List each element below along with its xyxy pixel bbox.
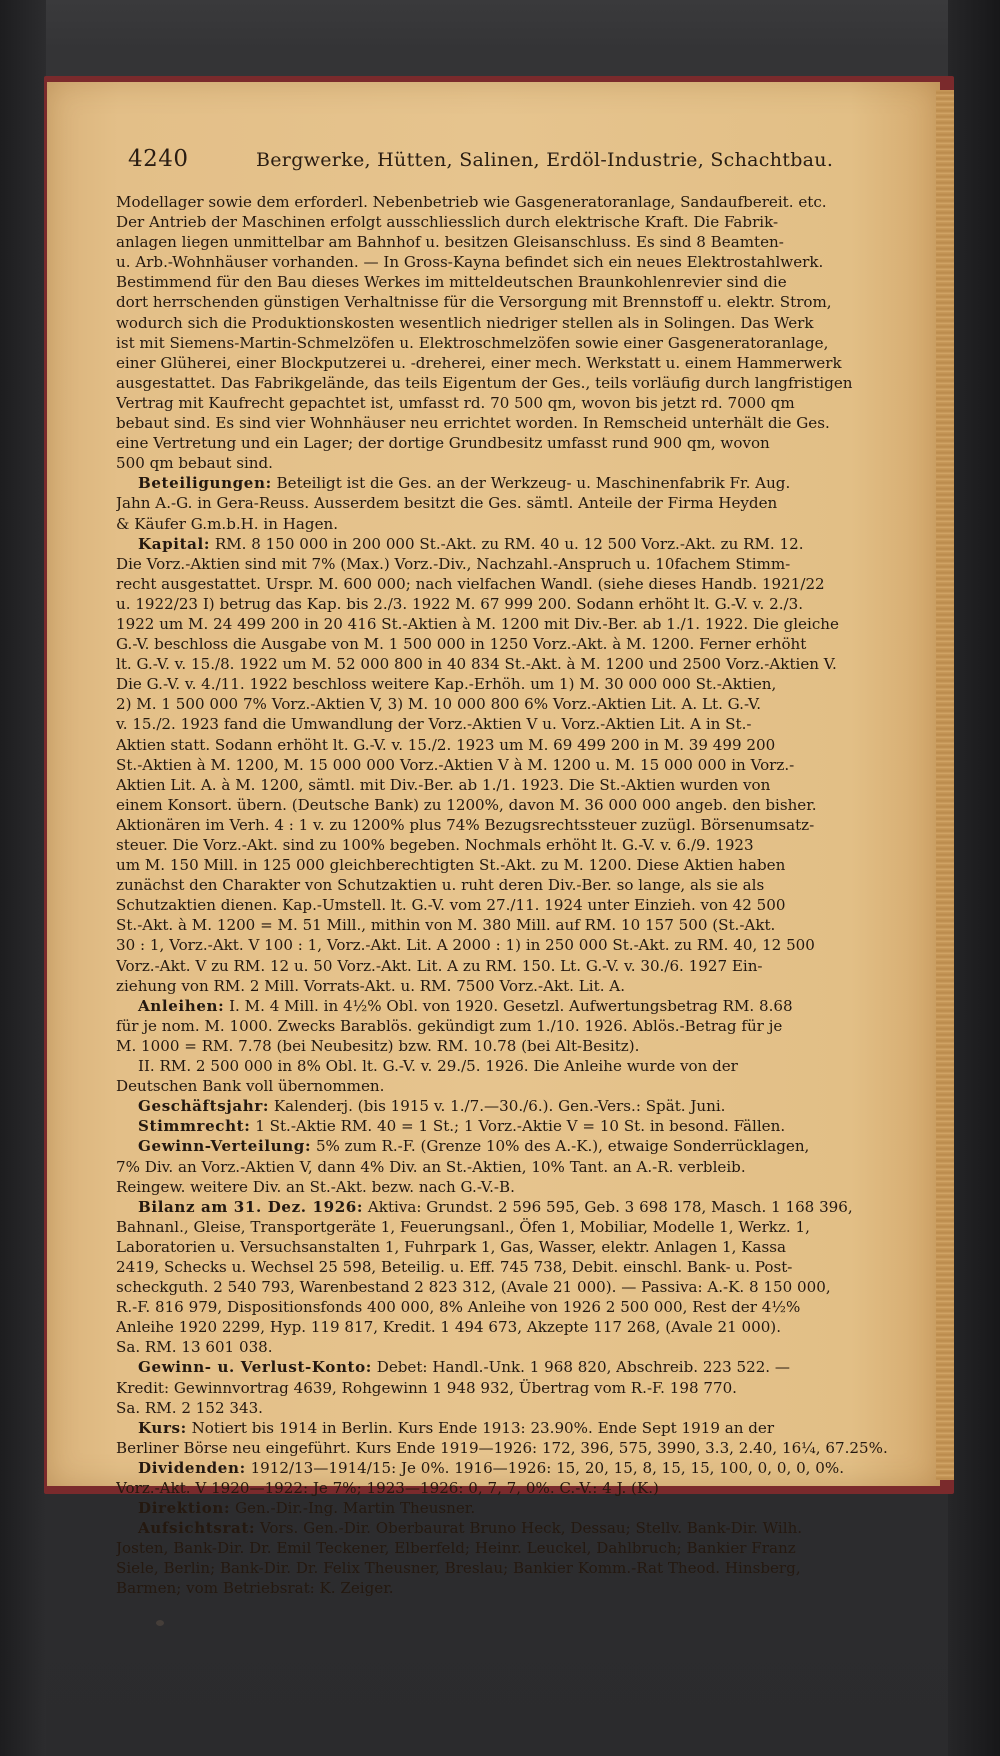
section-label: Aufsichtsrat: [138, 1519, 256, 1538]
text-line: anlagen liegen unmittelbar am Bahnhof u. besitzen Gleisanschluss. Es sind 8 Beamten- [116, 233, 784, 252]
text-line: Bestimmend für den Bau dieses Werkes im mitteldeutschen Braunkohlenrevier sind die [116, 273, 787, 292]
text-line: ziehung von RM. 2 Mill. Vorrats-Akt. u. RM. 7500 Vorz.-Akt. Lit. A. [116, 976, 625, 995]
text-line: & Käufer G.m.b.H. in Hagen. [116, 514, 339, 533]
text-line: G.-V. beschloss die Ausgabe von M. 1 500 000 in 1250 Vorz.-Akt. à M. 1200. Ferner erhöht [116, 635, 807, 654]
text-line: Kurs: Notiert bis 1914 in Berlin. Kurs Ende 1913: 23.90%. Ende Sept 1919 an der [138, 1418, 775, 1437]
text-line: Stimmrecht: 1 St.-Aktie RM. 40 = 1 St.; 1 Vorz.-Aktie V = 10 St. in besond. Fällen. [138, 1117, 786, 1136]
section-label: Stimmrecht: [138, 1117, 251, 1136]
text-line: Deutschen Bank voll übernommen. [116, 1077, 385, 1096]
text-line: Vertrag mit Kaufrecht gepachtet ist, umfasst rd. 70 500 qm, wovon bis jetzt rd. 7000 qm [116, 393, 795, 412]
text-line: Gewinn- u. Verlust-Konto: Debet: Handl.-Unk. 1 968 820, Abschreib. 223 522. — [138, 1358, 791, 1377]
text-line: Vorz.-Akt. V 1920—1922: Je 7%; 1923—1926: 0, 7, 7, 0%. C.-V.: 4 J. (K.) [116, 1479, 659, 1497]
text-line: einer Glüherei, einer Blockputzerei u. -dreherei, einer mech. Werkstatt u. einem Hammerwerk [116, 353, 842, 372]
text-line: Jahn A.-G. in Gera-Reuss. Ausserdem besitzt die Ges. sämtl. Anteile der Firma Heyden [116, 494, 778, 513]
text-line: Modellager sowie dem erforderl. Nebenbetrieb wie Gasgeneratoranlage, Sandaufbereit. etc. [116, 193, 827, 211]
text-line: Die G.-V. v. 4./11. 1922 beschloss weitere Kap.-Erhöh. um 1) M. 30 000 000 St.-Aktien, [116, 675, 777, 694]
text-line: St.-Aktien à M. 1200, M. 15 000 000 Vorz.-Aktien V à M. 1200 u. M. 15 000 000 in Vorz.- [116, 755, 795, 774]
text-line: ausgestattet. Das Fabrikgelände, das teils Eigentum der Ges., teils vorläufig durch langfristigen [116, 373, 853, 392]
text-line: Beteiligungen: Beteiligt ist die Ges. an der Werkzeug- u. Maschinenfabrik Fr. Aug. [138, 474, 791, 493]
text-line: Anleihen: I. M. 4 Mill. in 4½% Obl. von 1920. Gesetzl. Aufwertungsbetrag RM. 8.68 [138, 996, 793, 1015]
text-line: M. 1000 = RM. 7.78 (bei Neubesitz) bzw. RM. 10.78 (bei Alt-Besitz). [116, 1036, 640, 1055]
text-line: Schutzaktien dienen. Kap.-Umstell. lt. G.-V. vom 27./11. 1924 unter Einzieh. von 42 500 [116, 896, 786, 915]
text-line: Kapital: RM. 8 150 000 in 200 000 St.-Akt. zu RM. 40 u. 12 500 Vorz.-Akt. zu RM. 12. [138, 534, 804, 553]
text-line: lt. G.-V. v. 15./8. 1922 um M. 52 000 800 in 40 834 St.-Akt. à M. 1200 und 2500 Vorz.-Aktien V. [116, 655, 837, 674]
text-line: Sa. RM. 2 152 343. [116, 1398, 263, 1417]
text-line: für je nom. M. 1000. Zwecks Barablös. gekündigt zum 1./10. 1926. Ablös.-Betrag für je [116, 1016, 783, 1035]
section-label: Anleihen: [138, 996, 225, 1015]
text-line: Vorz.-Akt. V zu RM. 12 u. 50 Vorz.-Akt. Lit. A zu RM. 150. Lt. G.-V. v. 30./6. 1927 Ein- [116, 956, 763, 975]
text-line: Berliner Börse neu eingeführt. Kurs Ende 1919—1926: 172, 396, 575, 3990, 3.3, 2.40, 16¼, 67.25%. [116, 1438, 888, 1457]
text-line: um M. 150 Mill. in 125 000 gleichberechtigten St.-Akt. zu M. 1200. Diese Aktien haben [116, 856, 786, 875]
page-header [128, 146, 848, 176]
text-line: Josten, Bank-Dir. Dr. Emil Teckener, Elberfeld; Heinr. Leuckel, Dahlbruch; Bankier Franz [116, 1539, 796, 1558]
text-line: Aktien statt. Sodann erhöht lt. G.-V. v. 15./2. 1923 um M. 69 499 200 in M. 39 499 200 [116, 735, 776, 754]
text-line: Gewinn-Verteilung: 5% zum R.-F. (Grenze 10% des A.-K.), etwaige Sonderrücklagen, [138, 1137, 810, 1156]
text-line: Sa. RM. 13 601 038. [116, 1338, 273, 1357]
section-label: Beteiligungen: [138, 474, 272, 493]
text-line: u. 1922/23 I) betrug das Kap. bis 2./3. 1922 M. 67 999 200. Sodann erhöht lt. G.-V. v. 2./3. [116, 594, 804, 613]
text-line: Anleihe 1920 2299, Hyp. 119 817, Kredit. 1 494 673, Akzepte 117 268, (Avale 21 000). [116, 1318, 781, 1337]
text-line: St.-Akt. à M. 1200 = M. 51 Mill., mithin von M. 380 Mill. auf RM. 10 157 500 (St.-Akt. [116, 916, 776, 935]
text-line: 7% Div. an Vorz.-Aktien V, dann 4% Div. an St.-Aktien, 10% Tant. an A.-R. verbleib. [116, 1157, 746, 1176]
section-label: Kapital: [138, 534, 211, 553]
text-line: eine Vertretung und ein Lager; der dortige Grundbesitz umfasst rund 900 qm, wovon [116, 434, 770, 453]
text-line: Der Antrieb der Maschinen erfolgt ausschliesslich durch elektrische Kraft. Die Fabrik- [116, 213, 779, 232]
section-label: Bilanz am 31. Dez. 1926: [138, 1197, 364, 1216]
text-line: Direktion: Gen.-Dir.-Ing. Martin Theusner. [138, 1499, 476, 1518]
text-line: u. Arb.-Wohnhäuser vorhanden. — In Gross-Kayna befindet sich ein neues Elektrostahlwerk. [116, 253, 824, 272]
text-line: ist mit Siemens-Martin-Schmelzöfen u. Elektroschmelzöfen sowie einer Gasgeneratoranlage, [116, 333, 829, 352]
page-stack-edge [936, 90, 954, 1480]
text-line: wodurch sich die Produktionskosten wesentlich niedriger stellen als in Solingen. Das Werk [116, 313, 814, 332]
book-cover-left [0, 0, 46, 1756]
text-line: recht ausgestattet. Urspr. M. 600 000; nach vielfachen Wandl. (siehe dieses Handb. 1921/22 [116, 574, 825, 593]
text-line: v. 15./2. 1923 fand die Umwandlung der Vorz.-Aktien V u. Vorz.-Aktien Lit. A in St.- [116, 715, 752, 734]
section-label: Direktion: [138, 1499, 231, 1518]
page-body-text [116, 192, 936, 1599]
text-line: Reingew. weitere Div. an St.-Akt. bezw. nach G.-V.-B. [116, 1177, 515, 1196]
text-line: Geschäftsjahr: Kalenderj. (bis 1915 v. 1./7.—30./6.). Gen.-Vers.: Spät. Juni. [138, 1097, 726, 1116]
ink-smudge [156, 1620, 164, 1626]
text-line: Die Vorz.-Aktien sind mit 7% (Max.) Vorz.-Div., Nachzahl.-Anspruch u. 10fachem Stimm- [116, 554, 791, 573]
text-line: Aktionären im Verh. 4 : 1 v. zu 1200% plus 74% Bezugsrechtssteuer zuzügl. Börsenumsatz- [116, 815, 815, 834]
text-line: Barmen; vom Betriebsrat: K. Zeiger. [116, 1579, 394, 1598]
text-line: R.-F. 816 979, Dispositionsfonds 400 000, 8% Anleihe von 1926 2 500 000, Rest der 4½% [116, 1298, 801, 1317]
section-label: Dividenden: [138, 1458, 246, 1477]
text-line: 500 qm bebaut sind. [116, 454, 273, 473]
text-line: Siele, Berlin; Bank-Dir. Dr. Felix Theusner, Breslau; Bankier Komm.-Rat Theod. Hinsberg, [116, 1559, 801, 1578]
text-line: zunächst den Charakter von Schutzaktien u. ruht deren Div.-Ber. so lange, als sie als [116, 876, 765, 895]
section-label: Geschäftsjahr: [138, 1097, 270, 1116]
page-number: 4240 [128, 146, 189, 172]
text-line: bebaut sind. Es sind vier Wohnhäuser neu errichtet worden. In Remscheid unterhält die Ges. [116, 414, 830, 433]
text-line: 30 : 1, Vorz.-Akt. V 100 : 1, Vorz.-Akt. Lit. A 2000 : 1) in 250 000 St.-Akt. zu RM. 40, 12 500 [116, 936, 815, 955]
text-line: Dividenden: 1912/13—1914/15: Je 0%. 1916—1926: 15, 20, 15, 8, 15, 15, 100, 0, 0, 0, 0%. [138, 1458, 845, 1477]
book-cover-right [948, 0, 1000, 1756]
text-line: scheckguth. 2 540 793, Warenbestand 2 823 312, (Avale 21 000). — Passiva: A.-K. 8 150 000, [116, 1278, 831, 1297]
section-label: Kurs: [138, 1418, 187, 1437]
text-line: steuer. Die Vorz.-Akt. sind zu 100% begeben. Nochmals erhöht lt. G.-V. v. 6./9. 1923 [116, 836, 754, 854]
text-line: II. RM. 2 500 000 in 8% Obl. lt. G.-V. v. 29./5. 1926. Die Anleihe wurde von der [138, 1057, 738, 1076]
text-line: dort herrschenden günstigen Verhaltnisse für die Versorgung mit Brennstoff u. elektr. Strom, [116, 293, 832, 312]
section-label: Gewinn- u. Verlust-Konto: [138, 1358, 372, 1377]
running-title: Bergwerke, Hütten, Salinen, Erdöl-Industrie, Schachtbau. [256, 149, 834, 171]
text-line: Aufsichtsrat: Vors. Gen.-Dir. Oberbaurat Bruno Heck, Dessau; Stellv. Bank-Dir. Wilh. [138, 1519, 803, 1538]
text-line: Bilanz am 31. Dez. 1926: Aktiva: Grundst. 2 596 595, Geb. 3 698 178, Masch. 1 168 396, [138, 1197, 853, 1216]
text-line: 2) M. 1 500 000 7% Vorz.-Aktien V, 3) M. 10 000 800 6% Vorz.-Aktien Lit. A. Lt. G.-V. [116, 695, 762, 714]
text-line: 2419, Schecks u. Wechsel 25 598, Beteilig. u. Eff. 745 738, Debit. einschl. Bank- u. Post- [116, 1257, 793, 1276]
text-line: Kredit: Gewinnvortrag 4639, Rohgewinn 1 948 932, Übertrag vom R.-F. 198 770. [116, 1378, 737, 1397]
text-line: Bahnanl., Gleise, Transportgeräte 1, Feuerungsanl., Öfen 1, Mobiliar, Modelle 1, Werkz. 1, [116, 1217, 810, 1236]
text-line: Aktien Lit. A. à M. 1200, sämtl. mit Div.-Ber. ab 1./1. 1923. Die St.-Aktien wurden von [116, 775, 771, 794]
section-label: Gewinn-Verteilung: [138, 1137, 312, 1156]
text-line: 1922 um M. 24 499 200 in 20 416 St.-Aktien à M. 1200 mit Div.-Ber. ab 1./1. 1922. Die gleiche [116, 614, 839, 633]
text-line: einem Konsort. übern. (Deutsche Bank) zu 1200%, davon M. 36 000 000 angeb. den bisher. [116, 795, 817, 814]
text-line: Laboratorien u. Versuchsanstalten 1, Fuhrpark 1, Gas, Wasser, elektr. Anlagen 1, Kassa [116, 1237, 786, 1256]
